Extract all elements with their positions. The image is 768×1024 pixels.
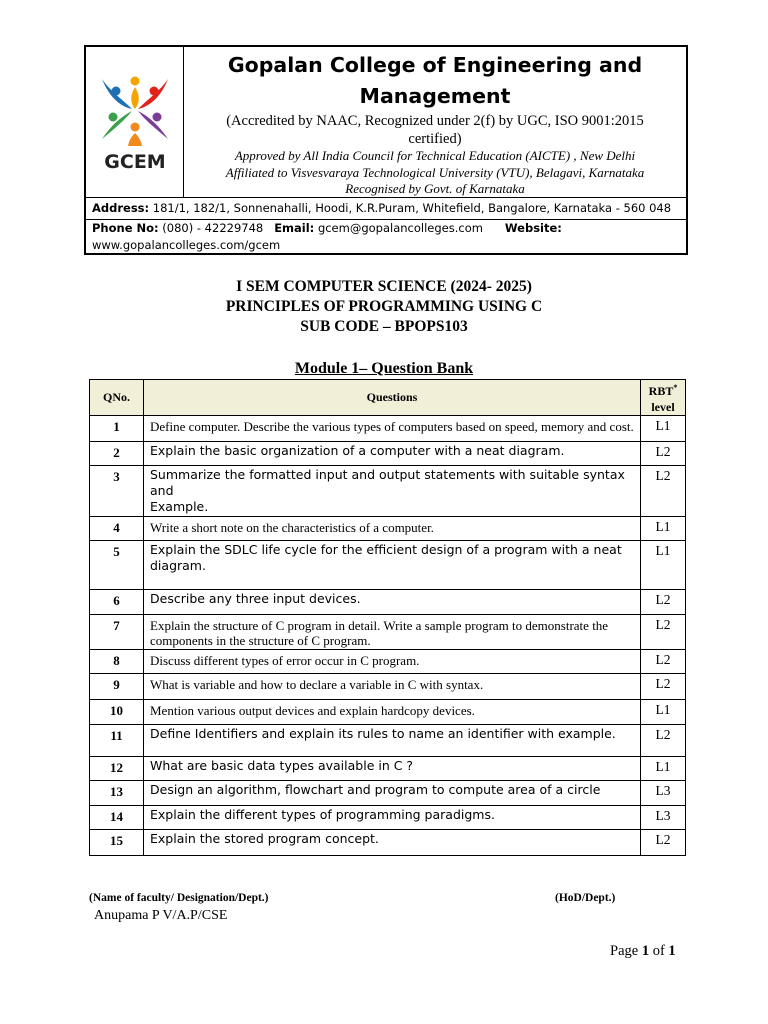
logo-text: GCEM (104, 151, 166, 173)
rbt-level: L2 (641, 674, 686, 700)
table-row (90, 442, 686, 466)
question-text: Design an algorithm, flowchart and program to compute area of a circle (144, 781, 641, 806)
page-of: of (652, 943, 665, 959)
rbt-level: L2 (641, 615, 686, 650)
question-number: 10 (90, 700, 144, 725)
module-title: Module 1– Question Bank (294, 360, 474, 377)
question-number: 9 (90, 674, 144, 700)
question-number: 12 (90, 757, 144, 781)
question-number: 1 (90, 416, 144, 442)
address-row (86, 197, 686, 220)
email-label: Email: (274, 221, 315, 235)
rbt-level: L2 (641, 466, 686, 517)
table-row (90, 806, 686, 830)
question-text: Explain the structure of C program in detail. Write a sample program to demonstrate the components in the structure of C program. (144, 615, 641, 650)
table-row (90, 700, 686, 725)
email-link[interactable]: gcem@gopalancolleges.com (317, 221, 483, 235)
contact-row (86, 220, 686, 255)
table-row (90, 466, 686, 517)
question-text: Discuss different types of error occur in C program. (144, 650, 641, 674)
rbt-level: L2 (641, 725, 686, 757)
subject-code: SUB CODE – BPOPS103 (300, 318, 468, 335)
recognition-line: Recognised by Govt. of Karnataka (345, 181, 525, 196)
question-text: What are basic data types available in C ? (144, 757, 641, 781)
question-text: Summarize the formatted input and output statements with suitable syntax and Example. (144, 466, 641, 517)
approval-line: Approved by All India Council for Technical Education (AICTE) , New Delhi (234, 148, 636, 163)
question-number: 2 (90, 442, 144, 466)
rbt-level: L1 (641, 416, 686, 442)
question-number: 8 (90, 650, 144, 674)
question-text: Write a short note on the characteristics of a computer. (144, 517, 641, 541)
logo-cell (86, 47, 184, 197)
question-number: 15 (90, 830, 144, 856)
phone-label: Phone No: (92, 221, 159, 235)
college-info (184, 47, 686, 197)
subject-title: PRINCIPLES OF PROGRAMMING USING C (225, 298, 543, 315)
question-text: Explain the basic organization of a computer with a neat diagram. (144, 442, 641, 466)
course-titles (0, 277, 768, 337)
table-row (90, 590, 686, 615)
address-text: 181/1, 182/1, Sonnenahalli, Hoodi, K.R.Puram, Whitefield, Bangalore, Karnataka - 560 048 (152, 201, 672, 215)
qno-header: QNo. (90, 380, 144, 416)
affiliation-line: Affiliated to Visvesvaraya Technological University (VTU), Belagavi, Karnataka (225, 164, 645, 180)
table-row (90, 541, 686, 590)
question-text: What is variable and how to declare a variable in C with syntax. (144, 674, 641, 700)
table-row (90, 517, 686, 541)
accreditation-text: (Accredited by NAAC, Recognized under 2(f) by UGC, ISO 9001:2015 certified) (226, 113, 644, 147)
rbt-level: L1 (641, 757, 686, 781)
letterhead (84, 45, 688, 255)
faculty-signature-label: (Name of faculty/ Designation/Dept.) (89, 892, 269, 904)
page-total: 1 (668, 943, 676, 959)
hod-signature-label: (HoD/Dept.) (555, 892, 616, 904)
question-number: 5 (90, 541, 144, 590)
question-number: 13 (90, 781, 144, 806)
website-link[interactable]: www.gopalancolleges.com/gcem (92, 238, 281, 252)
page-current: 1 (641, 943, 650, 959)
question-number: 11 (90, 725, 144, 757)
rbt-level: L1 (641, 700, 686, 725)
semester-title: I SEM COMPUTER SCIENCE (2024- 2025) (236, 278, 532, 295)
question-number: 6 (90, 590, 144, 615)
table-row (90, 781, 686, 806)
table-row (90, 615, 686, 650)
rbt-level: L2 (641, 650, 686, 674)
page-word: Page (610, 943, 639, 959)
table-row (90, 674, 686, 700)
address-label: Address: (92, 201, 150, 215)
question-text: Explain the different types of programming paradigms. (144, 806, 641, 830)
college-logo-icon (96, 69, 174, 147)
question-text: Explain the stored program concept. (144, 830, 641, 856)
rbt-label: RBT (648, 384, 674, 398)
college-name: Gopalan College of Engineering and Management (227, 53, 643, 108)
rbt-level: L1 (641, 541, 686, 590)
table-row (90, 650, 686, 674)
table-row (90, 830, 686, 856)
rbt-level: L2 (641, 590, 686, 615)
question-text: Mention various output devices and explain hardcopy devices. (144, 700, 641, 725)
table-row (90, 416, 686, 442)
questions-header: Questions (144, 380, 641, 416)
question-number: 14 (90, 806, 144, 830)
question-bank-table (89, 379, 686, 856)
question-text: Explain the SDLC life cycle for the efficient design of a program with a neat diagram. (144, 541, 641, 590)
rbt-level-header (641, 380, 686, 416)
level-label: level (651, 400, 675, 414)
question-number: 3 (90, 466, 144, 517)
question-number: 4 (90, 517, 144, 541)
table-header-row (90, 380, 686, 416)
rbt-level: L3 (641, 806, 686, 830)
question-text: Describe any three input devices. (144, 590, 641, 615)
rbt-level: L1 (641, 517, 686, 541)
question-text: Define Identifiers and explain its rules to name an identifier with example. (144, 725, 641, 757)
phone-number: (080) - 42229748 (162, 221, 264, 235)
table-row (90, 725, 686, 757)
website-label: Website: (504, 221, 562, 235)
rbt-level: L2 (641, 830, 686, 856)
question-text: Define computer. Describe the various types of computers based on speed, memory and cost. (144, 416, 641, 442)
rbt-level: L2 (641, 442, 686, 466)
rbt-level: L3 (641, 781, 686, 806)
faculty-name: Anupama P V/A.P/CSE (94, 908, 228, 923)
rbt-asterisk: * (673, 383, 678, 392)
page-number (610, 943, 676, 960)
question-number: 7 (90, 615, 144, 650)
table-row (90, 757, 686, 781)
